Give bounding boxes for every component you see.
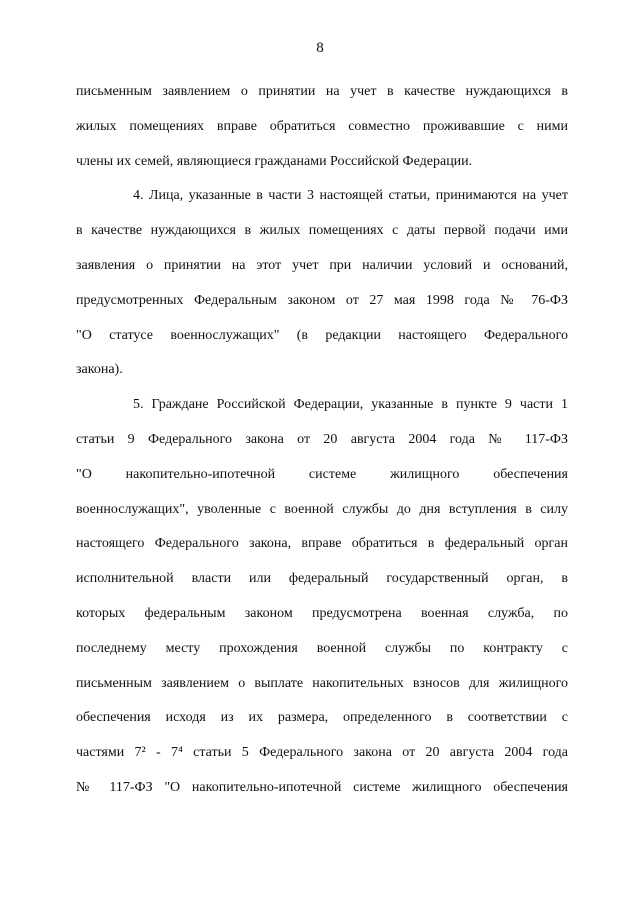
text-line: исполнительной власти или федеральный государственный орган, в — [76, 571, 568, 587]
text-line: письменным заявлением о выплате накопительных взносов для жилищного — [76, 675, 568, 691]
text-line: предусмотренных Федеральным законом от 27 мая 1998 года № 76-ФЗ — [76, 292, 568, 308]
text-line: письменным заявлением о принятии на учет в качестве нуждающихся в — [76, 84, 568, 99]
text-line: заявления о принятии на этот учет при наличии условий и оснований, — [76, 257, 568, 273]
paragraph-4-start: 4. Лица, указанные в части 3 настоящей статьи, принимаются на учет — [133, 188, 568, 204]
text-line: члены их семей, являющиеся гражданами Российской Федерации. — [76, 153, 473, 169]
text-line: статьи 9 Федерального закона от 20 августа 2004 года № 117-ФЗ — [76, 431, 568, 447]
text-line: обеспечения исходя из их размера, определенного в соответствии с — [76, 710, 568, 726]
text-line: жилых помещениях вправе обратиться совместно проживавшие с ними — [76, 118, 568, 134]
text-line: которых федеральным законом предусмотрена военная служба, по — [76, 605, 568, 621]
text-line: в качестве нуждающихся в жилых помещениях с даты первой подачи ими — [76, 223, 568, 239]
text-line: "О статусе военнослужащих" (в редакции настоящего Федерального — [76, 327, 568, 343]
text-line: военнослужащих", уволенные с военной службы до дня вступления в силу — [76, 501, 568, 517]
document-body — [76, 84, 568, 815]
page-number: 8 — [316, 40, 324, 56]
paragraph-5-start: 5. Граждане Российской Федерации, указанные в пункте 9 части 1 — [133, 397, 568, 413]
text-line: № 117-ФЗ "О накопительно-ипотечной системе жилищного обеспечения — [76, 779, 568, 795]
text-line: последнему месту прохождения военной службы по контракту с — [76, 640, 568, 656]
text-line: "О накопительно-ипотечной системе жилищного обеспечения — [76, 466, 568, 482]
text-line: закона). — [76, 362, 123, 378]
text-line: частями 7² - 7⁴ статьи 5 Федерального закона от 20 августа 2004 года — [76, 745, 568, 761]
text-line: настоящего Федерального закона, вправе обратиться в федеральный орган — [76, 536, 568, 552]
